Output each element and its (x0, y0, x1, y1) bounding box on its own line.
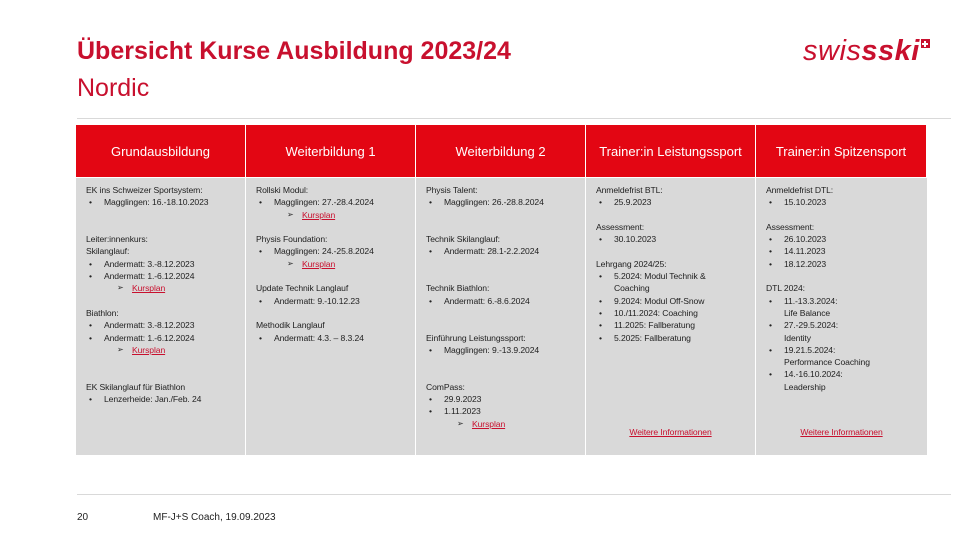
list-item: • 14.-16.10.2024: Leadership (766, 368, 923, 393)
section-title: Einführung Leistungssport: (426, 332, 526, 343)
column-header-trainer-spitzensport: Trainer:in Spitzensport (756, 125, 927, 177)
kursplan-link-item (426, 418, 581, 430)
list-item: • Andermatt: 1.-6.12.2024 (86, 270, 241, 282)
list-item: • Magglingen: 9.-13.9.2024 (426, 344, 581, 356)
column-header-weiterbildung-1: Weiterbildung 1 (246, 125, 416, 177)
column-header-trainer-leistungssport: Trainer:in Leistungssport (586, 125, 756, 177)
section-title: DTL 2024: (766, 283, 805, 294)
list-item: • Andermatt: 1.-6.12.2024 (86, 332, 241, 344)
section-title: Leiter:innenkurs: (86, 234, 148, 245)
list-item: • Andermatt: 3.-8.12.2023 (86, 258, 241, 270)
sub-heading: Biathlon: (86, 307, 119, 318)
list-item: • 10./11.2024: Coaching (596, 307, 751, 319)
list-item: • 1.11.2023 (426, 405, 581, 417)
list-item: • 19.21.5.2024: Performance Coaching (766, 344, 923, 369)
swiss-cross-icon (921, 39, 930, 48)
swissski-logo: swis sski (803, 33, 930, 69)
section-title: Physis Foundation: (256, 234, 328, 245)
cell-grundausbildung (76, 177, 246, 455)
top-divider (77, 118, 951, 119)
section-title: EK ins Schweizer Sportsystem: (86, 185, 203, 195)
section-title: Physis Talent: (426, 185, 478, 195)
section-title: Assessment: (596, 221, 645, 232)
kursplan-link-item (86, 282, 241, 294)
kursplan-link[interactable]: Kursplan (132, 344, 166, 355)
weitere-informationen-link[interactable]: Weitere Informationen (800, 427, 883, 437)
kursplan-link[interactable]: Kursplan (302, 209, 336, 220)
list-item: • 5.2025: Fallberatung (596, 332, 751, 344)
list-item: • 5.2024: Modul Technik & Coaching (596, 270, 751, 295)
list-item: • Magglingen: 24.-25.8.2024 (256, 245, 411, 257)
section-title: Anmeldefrist BTL: (596, 185, 663, 195)
section-title: Assessment: (766, 221, 815, 232)
list-item: • 29.9.2023 (426, 393, 581, 405)
section-title: Anmeldefrist DTL: (766, 185, 834, 195)
column-header-weiterbildung-2: Weiterbildung 2 (416, 125, 586, 177)
cell-trainer-leistungssport (586, 177, 756, 455)
cell-trainer-spitzensport (756, 177, 927, 455)
kursplan-link-item (256, 209, 411, 221)
footer-text: MF-J+S Coach, 19.09.2023 (153, 512, 276, 523)
kursplan-link-item (86, 344, 241, 356)
sub-heading: Skilanglauf: (86, 246, 130, 257)
list-item: • Andermatt: 3.-8.12.2023 (86, 319, 241, 331)
section-title: Rollski Modul: (256, 185, 309, 195)
section-title: ComPass: (426, 381, 465, 392)
weitere-informationen-link[interactable]: Weitere Informationen (629, 427, 712, 437)
page-subtitle: Nordic (77, 74, 150, 102)
section-title: Technik Biathlon: (426, 283, 490, 294)
list-item: • Andermatt: 6.-8.6.2024 (426, 295, 581, 307)
list-item: • 11.-13.3.2024: Life Balance (766, 295, 923, 320)
section-title: Update Technik Langlauf (256, 283, 349, 294)
list-item: • 26.10.2023 (766, 233, 923, 245)
footer-divider (77, 494, 951, 495)
list-item: • 30.10.2023 (596, 233, 751, 245)
section-title: Technik Skilanglauf: (426, 234, 500, 245)
kursplan-link-item (256, 258, 411, 270)
kursplan-link[interactable]: Kursplan (132, 283, 166, 294)
list-item: • Magglingen: 27.-28.4.2024 (256, 196, 411, 208)
list-item: • Andermatt: 9.-10.12.23 (256, 295, 411, 307)
column-header-grundausbildung: Grundausbildung (76, 125, 246, 177)
kursplan-link[interactable]: Kursplan (472, 418, 506, 429)
page-title: Übersicht Kurse Ausbildung 2023/24 (77, 37, 511, 65)
course-table (76, 125, 927, 455)
section-title: EK Skilanglauf für Biathlon (86, 381, 186, 392)
list-item: • 11.2025: Fallberatung (596, 319, 751, 331)
page-number: 20 (77, 512, 89, 523)
cell-weiterbildung-1 (246, 177, 416, 455)
list-item: • 18.12.2023 (766, 258, 923, 270)
list-item: • 15.10.2023 (766, 196, 923, 208)
list-item: • 25.9.2023 (596, 196, 751, 208)
list-item: • Andermatt: 28.1-2.2.2024 (426, 245, 581, 257)
cell-weiterbildung-2 (416, 177, 586, 455)
list-item: • 27.-29.5.2024: Identity (766, 319, 923, 344)
section-title: Lehrgang 2024/25: (596, 258, 667, 269)
list-item: • Magglingen: 26.-28.8.2024 (426, 196, 581, 208)
list-item: • Lenzerheide: Jan./Feb. 24 (86, 393, 241, 405)
section-title: Methodik Langlauf (256, 320, 325, 331)
list-item: • 14.11.2023 (766, 245, 923, 257)
list-item: • 9.2024: Modul Off-Snow (596, 295, 751, 307)
list-item: • Magglingen: 16.-18.10.2023 (86, 196, 241, 208)
kursplan-link[interactable]: Kursplan (302, 258, 336, 269)
list-item: • Andermatt: 4.3. – 8.3.24 (256, 332, 411, 344)
